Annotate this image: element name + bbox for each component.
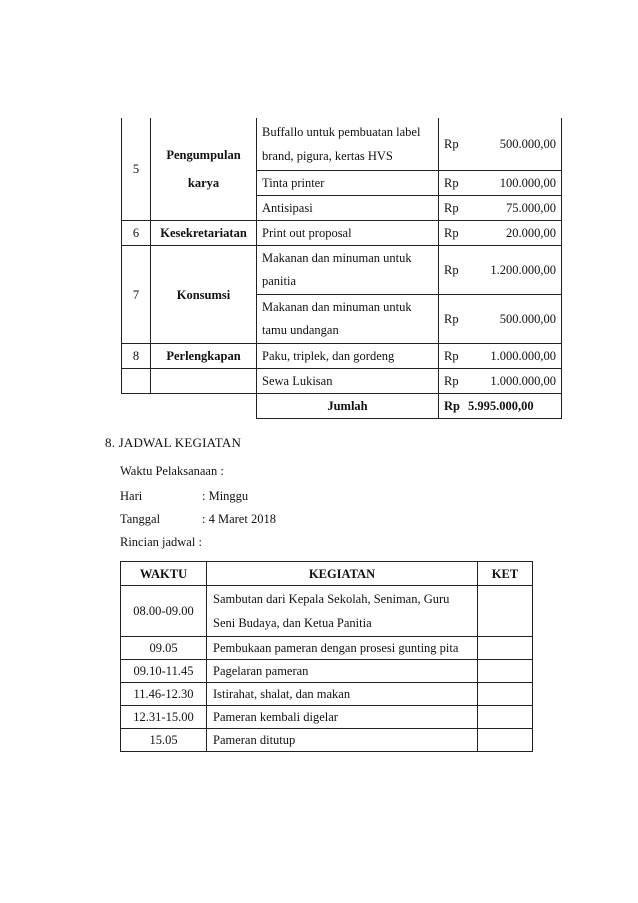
item-description: Buffallo untuk pembuatan label brand, pigura, kertas HVS [257, 118, 439, 171]
header-ket: KET [478, 562, 533, 586]
schedule-time: 08.00-09.00 [121, 586, 207, 637]
total-amount: Rp 5.995.000,00 [439, 394, 562, 419]
item-amount: Rp 75.000,00 [439, 196, 562, 221]
schedule-activity: Pagelaran pameran [207, 660, 478, 683]
item-description: Makanan dan minuman untuk panitia [257, 246, 439, 295]
item-amount: Rp 1.000.000,00 [439, 344, 562, 369]
hari-key: Hari [120, 489, 143, 503]
schedule-activity: Pameran ditutup [207, 729, 478, 752]
section-name: Kesekretariatan [151, 221, 257, 246]
row-number [122, 369, 151, 394]
item-amount: Rp 100.000,00 [439, 171, 562, 196]
schedule-table [120, 561, 533, 752]
item-description: Makanan dan minuman untuk tamu undangan [257, 295, 439, 344]
schedule-row [121, 586, 533, 637]
section-name: Perlengkapan [151, 344, 257, 369]
item-amount: Rp 1.200.000,00 [439, 246, 562, 295]
schedule-ket [478, 683, 533, 706]
tanggal-line [120, 512, 276, 527]
item-amount: Rp 20.000,00 [439, 221, 562, 246]
schedule-ket [478, 660, 533, 683]
budget-row [122, 344, 562, 369]
schedule-row [121, 706, 533, 729]
budget-total-row [122, 394, 562, 419]
hari-value: : Minggu [202, 489, 249, 503]
schedule-time: 09.10-11.45 [121, 660, 207, 683]
item-amount: Rp 1.000.000,00 [439, 369, 562, 394]
budget-row [122, 221, 562, 246]
item-description: Print out proposal [257, 221, 439, 246]
schedule-ket [478, 586, 533, 637]
schedule-activity: Istirahat, shalat, dan makan [207, 683, 478, 706]
section-name [151, 369, 257, 394]
waktu-label: Waktu Pelaksanaan : [120, 464, 224, 478]
schedule-activity: Pembukaan pameran dengan prosesi gunting pita [207, 637, 478, 660]
total-spacer [122, 394, 257, 419]
schedule-time: 12.31-15.00 [121, 706, 207, 729]
section-title: 8. JADWAL KEGIATAN [105, 435, 242, 450]
budget-table [121, 118, 562, 419]
schedule-activity: Pameran kembali digelar [207, 706, 478, 729]
item-description: Sewa Lukisan [257, 369, 439, 394]
schedule-time: 11.46-12.30 [121, 683, 207, 706]
budget-row [122, 369, 562, 394]
row-number: 6 [122, 221, 151, 246]
schedule-ket [478, 729, 533, 752]
item-amount: Rp 500.000,00 [439, 295, 562, 344]
schedule-row [121, 660, 533, 683]
rincian-label: Rincian jadwal : [120, 535, 202, 549]
item-description: Paku, triplek, dan gordeng [257, 344, 439, 369]
budget-row [122, 246, 562, 295]
row-number: 7 [122, 246, 151, 344]
row-number: 5 [122, 118, 151, 221]
schedule-row [121, 729, 533, 752]
schedule-activity: Sambutan dari Kepala Sekolah, Seniman, Guru Seni Budaya, dan Ketua Panitia [207, 586, 478, 637]
tanggal-key: Tanggal [120, 512, 161, 526]
schedule-time: 15.05 [121, 729, 207, 752]
schedule-row [121, 637, 533, 660]
section-name: Pengumpulan karya [151, 118, 257, 221]
schedule-ket [478, 637, 533, 660]
header-waktu: WAKTU [121, 562, 207, 586]
schedule-row [121, 683, 533, 706]
budget-row [122, 118, 562, 171]
hari-line [120, 489, 248, 504]
schedule-header [121, 562, 533, 586]
total-label: Jumlah [257, 394, 439, 419]
tanggal-value: : 4 Maret 2018 [202, 512, 276, 526]
row-number: 8 [122, 344, 151, 369]
header-kegiatan: KEGIATAN [207, 562, 478, 586]
schedule-time: 09.05 [121, 637, 207, 660]
item-description: Tinta printer [257, 171, 439, 196]
section-name: Konsumsi [151, 246, 257, 344]
item-amount: Rp 500.000,00 [439, 118, 562, 171]
schedule-ket [478, 706, 533, 729]
item-description: Antisipasi [257, 196, 439, 221]
